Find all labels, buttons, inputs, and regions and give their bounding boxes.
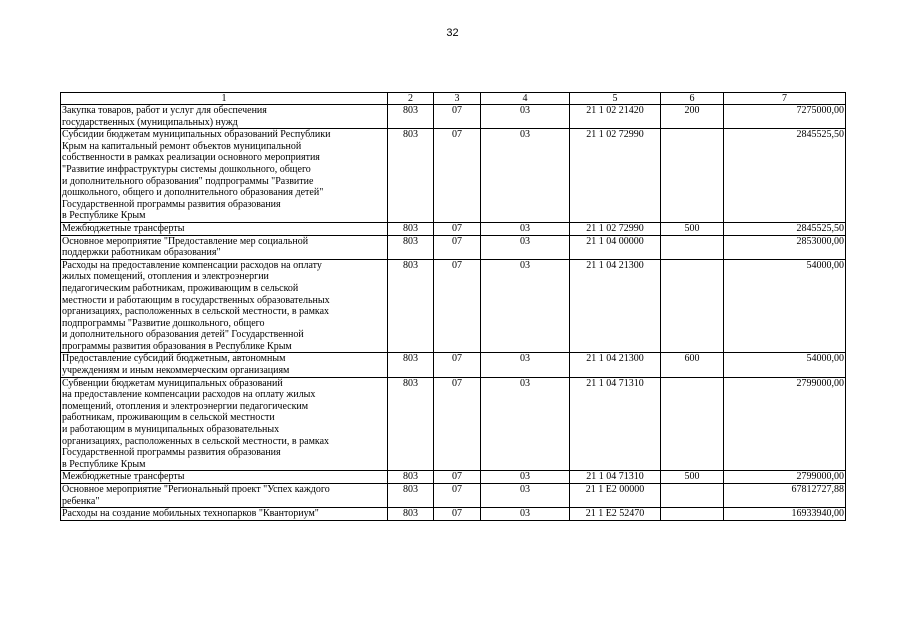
section-code: 07 <box>434 484 481 508</box>
section-code: 07 <box>434 105 481 129</box>
subsection-code: 03 <box>481 353 570 377</box>
amount: 2799000,00 <box>724 471 846 484</box>
row-description <box>61 484 388 508</box>
description-line: подпрограммы "Развитие дошкольного, общего <box>62 317 265 329</box>
column-header-3: 3 <box>434 93 481 105</box>
description-line: Крым на капитальный ремонт объектов муниципальной <box>62 140 302 152</box>
target-article-code: 21 1 02 72990 <box>570 222 661 235</box>
row-description <box>61 222 388 235</box>
expense-type-code: 500 <box>661 222 724 235</box>
expense-type-code <box>661 235 724 259</box>
description-line: педагогическим работникам, проживающим в сельской <box>62 282 299 294</box>
description-line: Основное мероприятие "Региональный проект "Успех каждого <box>62 484 330 495</box>
description-line: Расходы на предоставление компенсации расходов на оплату <box>62 259 322 271</box>
description-line: и дополнительного образования детей" Государственной <box>62 329 304 341</box>
section-code: 07 <box>434 235 481 259</box>
row-description <box>61 235 388 259</box>
amount: 2845525,50 <box>724 222 846 235</box>
description-line: и работающим в муниципальных образовательных <box>62 424 280 436</box>
amount: 2799000,00 <box>724 377 846 471</box>
amount: 2853000,00 <box>724 235 846 259</box>
table-row <box>61 222 846 235</box>
description-line: на предоставление компенсации расходов на оплату жилых <box>62 389 316 401</box>
description-line: дошкольного, общего и дополнительного образования детей" <box>62 187 324 199</box>
description-line: Государственной программы развития образования <box>62 198 281 210</box>
ministry-code: 803 <box>388 471 434 484</box>
row-description <box>61 508 388 521</box>
ministry-code: 803 <box>388 259 434 353</box>
description-line: программы развития образования в Республике Крым <box>62 340 292 352</box>
table-row <box>61 471 846 484</box>
row-description <box>61 377 388 471</box>
table-row <box>61 259 846 353</box>
ministry-code: 803 <box>388 353 434 377</box>
description-line: Предоставление субсидий бюджетным, автономным <box>62 353 286 365</box>
ministry-code: 803 <box>388 484 434 508</box>
amount: 16933940,00 <box>724 508 846 521</box>
description-line: организациях, расположенных в сельской местности, в рамках <box>62 306 330 318</box>
description-line: Межбюджетные трансферты <box>62 222 185 234</box>
ministry-code: 803 <box>388 508 434 521</box>
subsection-code: 03 <box>481 377 570 471</box>
row-description <box>61 259 388 353</box>
ministry-code: 803 <box>388 129 434 223</box>
description-line: "Развитие инфраструктуры системы дошкольного, общего <box>62 163 311 175</box>
expense-type-code: 500 <box>661 471 724 484</box>
subsection-code: 03 <box>481 484 570 508</box>
table-row <box>61 353 846 377</box>
section-code: 07 <box>434 471 481 484</box>
table-body <box>61 105 846 521</box>
expense-type-code <box>661 259 724 353</box>
amount: 54000,00 <box>724 259 846 353</box>
budget-table <box>60 92 846 521</box>
description-line: и дополнительного образования" подпрограммы "Развитие <box>62 175 314 187</box>
column-header-2: 2 <box>388 93 434 105</box>
subsection-code: 03 <box>481 222 570 235</box>
section-code: 07 <box>434 129 481 223</box>
row-description <box>61 353 388 377</box>
description-line: Межбюджетные трансферты <box>62 471 185 483</box>
description-line: учреждениям и иным некоммерческим организациям <box>62 365 290 377</box>
subsection-code: 03 <box>481 129 570 223</box>
ministry-code: 803 <box>388 235 434 259</box>
description-line: Субвенции бюджетам муниципальных образований <box>62 377 283 389</box>
section-code: 07 <box>434 259 481 353</box>
target-article-code: 21 1 02 72990 <box>570 129 661 223</box>
description-line: помещений, отопления и электроэнергии педагогическим <box>62 400 309 412</box>
ministry-code: 803 <box>388 377 434 471</box>
amount: 67812727,88 <box>724 484 846 508</box>
description-line: Государственной программы развития образования <box>62 447 281 459</box>
expense-type-code <box>661 377 724 471</box>
target-article-code: 21 1 E2 00000 <box>570 484 661 508</box>
column-header-7: 7 <box>724 93 846 105</box>
subsection-code: 03 <box>481 471 570 484</box>
table-row <box>61 129 846 223</box>
description-line: собственности в рамках реализации основного мероприятия <box>62 152 320 164</box>
table-row <box>61 508 846 521</box>
expense-type-code <box>661 129 724 223</box>
target-article-code: 21 1 02 21420 <box>570 105 661 129</box>
column-header-4: 4 <box>481 93 570 105</box>
description-line: Субсидии бюджетам муниципальных образований Республики <box>62 129 331 141</box>
ministry-code: 803 <box>388 222 434 235</box>
description-line: жилых помещений, отопления и электроэнергии <box>62 271 269 283</box>
description-line: в Республике Крым <box>62 458 146 470</box>
section-code: 07 <box>434 222 481 235</box>
target-article-code: 21 1 04 71310 <box>570 377 661 471</box>
target-article-code: 21 1 E2 52470 <box>570 508 661 521</box>
description-line: местности и работающим в государственных образовательных <box>62 294 330 306</box>
expense-type-code: 200 <box>661 105 724 129</box>
description-line: Закупка товаров, работ и услуг для обеспечения <box>62 105 267 116</box>
description-line: в Республике Крым <box>62 210 146 222</box>
subsection-code: 03 <box>481 235 570 259</box>
target-article-code: 21 1 04 21300 <box>570 353 661 377</box>
column-header-6: 6 <box>661 93 724 105</box>
amount: 54000,00 <box>724 353 846 377</box>
target-article-code: 21 1 04 71310 <box>570 471 661 484</box>
table-row <box>61 105 846 129</box>
description-line: поддержки работникам образования" <box>62 247 221 259</box>
section-code: 07 <box>434 353 481 377</box>
section-code: 07 <box>434 508 481 521</box>
amount: 2845525,50 <box>724 129 846 223</box>
description-line: Основное мероприятие "Предоставление мер социальной <box>62 235 309 247</box>
description-line: Расходы на создание мобильных технопарков "Кванториум" <box>62 508 319 520</box>
column-header-1: 1 <box>61 93 388 105</box>
expense-type-code: 600 <box>661 353 724 377</box>
row-description <box>61 471 388 484</box>
expense-type-code <box>661 508 724 521</box>
ministry-code: 803 <box>388 105 434 129</box>
description-line: организациях, расположенных в сельской местности, в рамках <box>62 435 330 447</box>
column-number-row <box>61 93 846 105</box>
table-row <box>61 235 846 259</box>
amount: 7275000,00 <box>724 105 846 129</box>
table-row <box>61 377 846 471</box>
table-row <box>61 484 846 508</box>
description-line: государственных (муниципальных) нужд <box>62 116 238 128</box>
page-number: 32 <box>446 27 459 39</box>
target-article-code: 21 1 04 00000 <box>570 235 661 259</box>
column-header-5: 5 <box>570 93 661 105</box>
description-line: работникам, проживающим в сельской местности <box>62 412 275 424</box>
row-description <box>61 105 388 129</box>
expense-type-code <box>661 484 724 508</box>
subsection-code: 03 <box>481 259 570 353</box>
subsection-code: 03 <box>481 105 570 129</box>
description-line: ребенка" <box>62 495 100 507</box>
row-description <box>61 129 388 223</box>
subsection-code: 03 <box>481 508 570 521</box>
section-code: 07 <box>434 377 481 471</box>
target-article-code: 21 1 04 21300 <box>570 259 661 353</box>
